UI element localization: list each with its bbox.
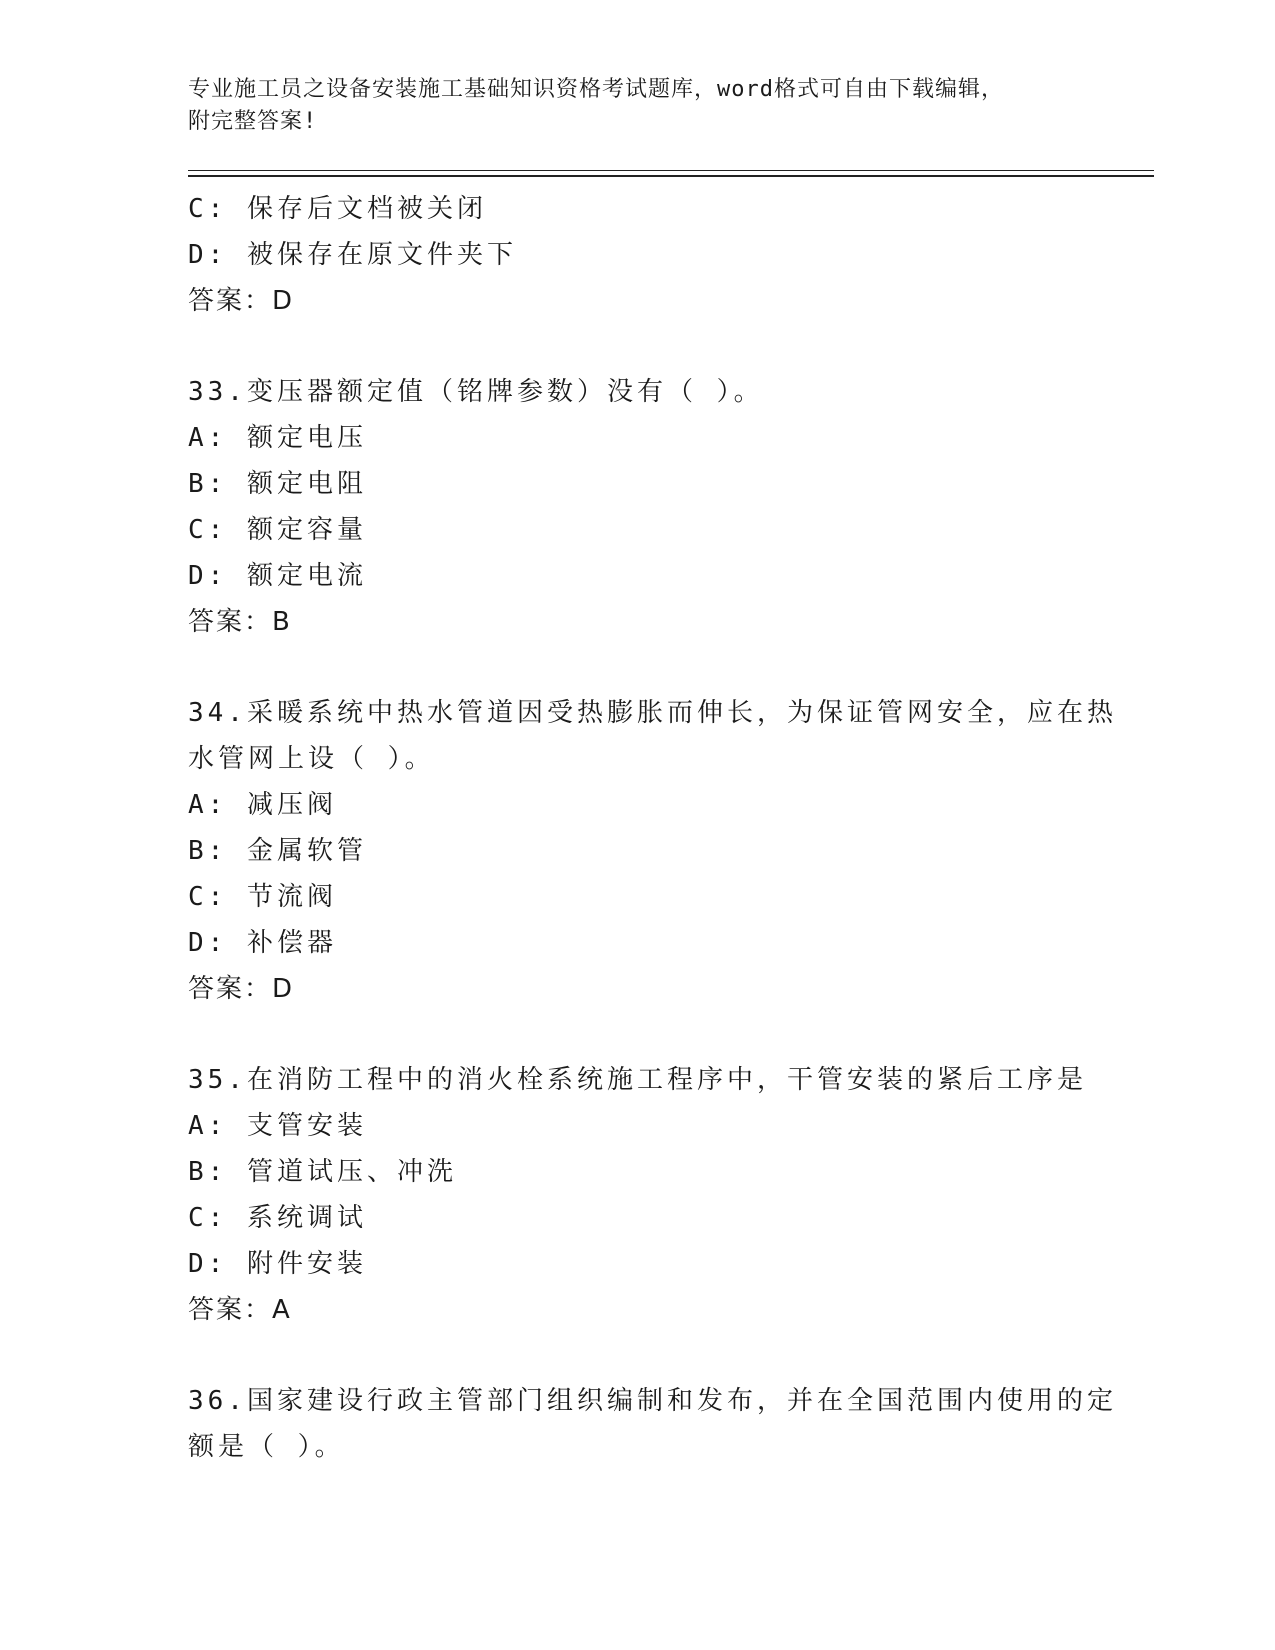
option-c: C: 额定容量	[188, 515, 367, 545]
answer-line: 答案：D	[188, 286, 295, 316]
option-d: D: 补偿器	[188, 928, 337, 958]
spacer	[188, 1012, 1088, 1057]
question-text: 35.在消防工程中的消火栓系统施工程序中，干管安装的紧后工序是	[188, 1065, 1087, 1095]
question-block-prev	[188, 186, 1088, 324]
question-block-35	[188, 1057, 1088, 1333]
option-b: B: 金属软管	[188, 836, 367, 866]
question-block-33	[188, 369, 1088, 645]
option-b: B: 管道试压、冲洗	[188, 1157, 457, 1187]
question-list	[188, 186, 1117, 1470]
question-text-line-2: 水管网上设（ ）。	[188, 744, 435, 774]
option-a: A: 支管安装	[188, 1111, 367, 1141]
answer-line: 答案：D	[188, 974, 295, 1004]
question-block-36	[188, 1378, 1117, 1470]
spacer	[188, 645, 1088, 690]
spacer	[188, 324, 1088, 369]
question-text-line-1: 34.采暖系统中热水管道因受热膨胀而伸长，为保证管网安全，应在热	[188, 698, 1117, 728]
question-block-34	[188, 690, 1117, 1012]
question-text-line-2: 额是（ ）。	[188, 1432, 345, 1462]
option-c: C: 节流阀	[188, 882, 337, 912]
spacer	[188, 1333, 1088, 1378]
option-d: D: 被保存在原文件夹下	[188, 240, 517, 270]
option-d: D: 附件安装	[188, 1249, 367, 1279]
header-rule-top	[188, 170, 1154, 171]
question-text-line-1: 36.国家建设行政主管部门组织编制和发布，并在全国范围内使用的定	[188, 1386, 1117, 1416]
question-text: 33.变压器额定值（铭牌参数）没有（ ）。	[188, 377, 764, 407]
header-line-2: 附完整答案!	[188, 109, 318, 134]
header-line-1: 专业施工员之设备安装施工基础知识资格考试题库，word格式可自由下载编辑，	[188, 77, 1004, 102]
header-rule-bottom	[188, 175, 1154, 177]
answer-line: 答案：B	[188, 607, 292, 637]
answer-line: 答案：A	[188, 1295, 292, 1325]
option-c: C: 保存后文档被关闭	[188, 194, 487, 224]
document-header	[188, 74, 1068, 138]
option-b: B: 额定电阻	[188, 469, 367, 499]
option-a: A: 减压阀	[188, 790, 337, 820]
option-c: C: 系统调试	[188, 1203, 367, 1233]
option-d: D: 额定电流	[188, 561, 367, 591]
option-a: A: 额定电压	[188, 423, 367, 453]
